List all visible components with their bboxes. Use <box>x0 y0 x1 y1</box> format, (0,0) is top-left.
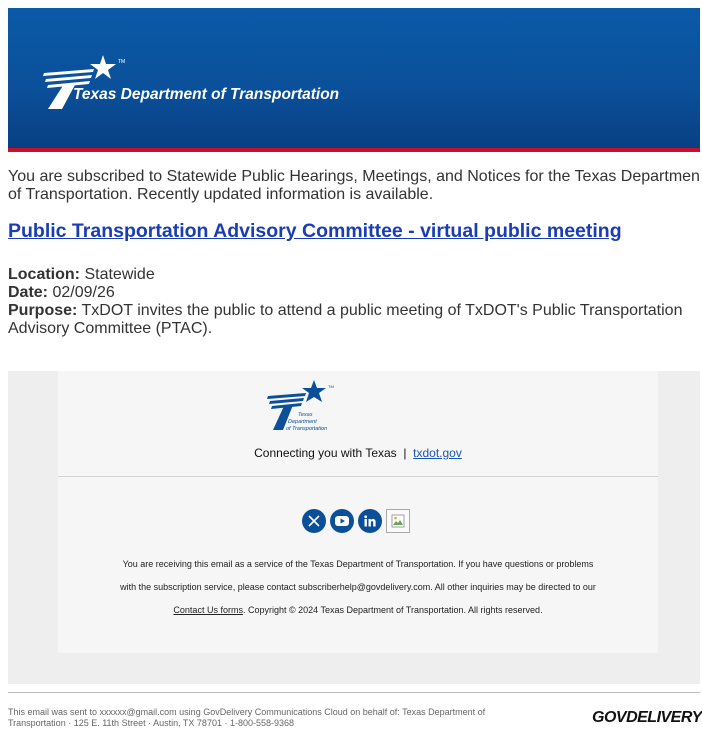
youtube-icon[interactable] <box>330 509 354 533</box>
logo-text-2: Department <box>288 419 317 425</box>
legal-line-2: with the subscription service, please contact subscriberhelp@govdelivery.com. All other inquiries may be directed to our <box>120 582 596 592</box>
bottom-divider <box>8 692 700 693</box>
header-banner <box>8 8 700 152</box>
sent-notice <box>8 707 568 729</box>
meeting-headline-link[interactable]: Public Transportation Advisory Committee - virtual public meeting <box>8 220 622 242</box>
legal-line-1: You are receiving this email as a service of the Texas Department of Transportation. If you have questions or problems <box>122 559 594 569</box>
date-value: 02/09/26 <box>52 284 115 301</box>
logo-text-3: of Transportation <box>286 426 328 432</box>
purpose-label: Purpose: <box>8 302 78 319</box>
copyright-text: . Copyright © 2024 Texas Department of Transportation. All rights reserved. <box>242 605 543 615</box>
location-label: Location: <box>8 266 80 283</box>
footer-divider <box>58 476 658 477</box>
purpose-value: TxDOT invites the public to attend a public meeting of TxDOT's Public Transportation Advisory Committee (PTAC). <box>8 302 683 337</box>
agency-name: Texas Department of Transportation <box>73 86 340 103</box>
connect-text: Connecting you with Texas <box>254 446 397 460</box>
legal-line-3 <box>78 599 638 622</box>
meeting-details <box>8 266 698 338</box>
svg-text:TM: TM <box>118 59 126 65</box>
connect-separator: | <box>403 446 407 460</box>
social-links <box>302 509 410 533</box>
txdot-site-link[interactable]: txdot.gov <box>413 446 462 460</box>
sent-line-1: This email was sent to xxxxxx@gmail.com using GovDelivery Communications Cloud on behalf of: Texas Department of <box>8 707 486 717</box>
txdot-footer-logo-icon <box>262 378 338 434</box>
date-label: Date: <box>8 284 49 301</box>
govdelivery-logo[interactable]: GOVDELIVERY <box>592 709 702 726</box>
contact-us-link[interactable]: Contact Us forms <box>173 605 243 615</box>
purpose-row <box>8 302 698 338</box>
logo-text-1: Texas <box>298 412 313 418</box>
legal-notice <box>78 553 638 622</box>
connect-line <box>58 446 658 460</box>
subscription-intro <box>8 168 700 204</box>
intro-line-1: You are subscribed to Statewide Public Hearings, Meetings, and Notices for the Texas Departmen <box>8 168 700 185</box>
svg-text:TM: TM <box>328 384 334 389</box>
x-icon[interactable] <box>302 509 326 533</box>
date-row <box>8 284 698 302</box>
location-row <box>8 266 698 284</box>
intro-line-2: of Transportation. Recently updated information is available. <box>8 186 434 203</box>
linkedin-icon[interactable] <box>358 509 382 533</box>
location-value: Statewide <box>84 266 155 283</box>
broken-image-icon[interactable] <box>386 509 410 533</box>
sent-line-2: Transportation · 125 E. 11th Street · Austin, TX 78701 · 1-800-558-9368 <box>8 718 295 728</box>
